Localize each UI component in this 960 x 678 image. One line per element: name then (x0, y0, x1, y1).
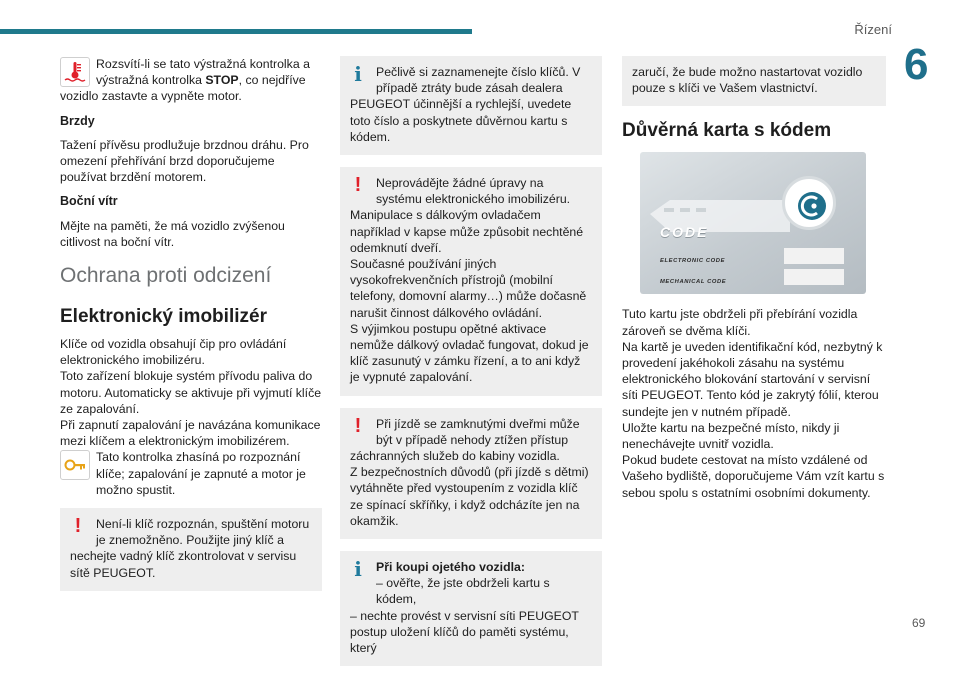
used-vehicle-continued-text: zaručí, že bude možno nastartovat vozidlo pouze s klíči ve Vašem vlastnictví. (632, 65, 863, 96)
key-number-lead: Pečlivě si zaznamenejte číslo klíčů. V případě ztráty bude zásah dealera (376, 65, 581, 96)
used-vehicle-item-1: – ověřte, že jste obdrželi kartu s kódem, (376, 576, 550, 607)
card-electronic-code-field (784, 248, 844, 264)
code-card-illustration (640, 152, 866, 294)
no-modification-p3: S výjimkou postupu opětné aktivace nemůže dálkový ovladač fungovat, dokud je klíč zasunutý v zámku řízení, a to ani když je vypnuté zapalování. (350, 321, 589, 385)
stop-warning-text-end: , co nejdříve (238, 73, 306, 88)
immobilizer-heading: Elektronický imobilizér (60, 306, 267, 328)
remote-key-icon (790, 184, 834, 228)
used-vehicle-lead: Při koupi ojetého vozidla: (376, 560, 525, 575)
locked-doors-lead: Při jízdě se zamknutými dveřmi může být v případě nehody ztížen přístup (376, 416, 580, 447)
stop-warning-paragraph (60, 56, 322, 105)
no-modification-p2: Současné používání jiných vysokofrekvenčních přístrojů (mobilní telefony, domovní alarmy…) může dočasně narušit činnost dálkového ovládání. (350, 257, 587, 320)
key-lamp-paragraph (60, 449, 322, 498)
info-icon: i (354, 557, 362, 582)
card-code-label: CODE (660, 224, 709, 241)
stop-label: STOP (205, 73, 239, 88)
header-rule (0, 29, 472, 34)
page-number: 69 (912, 616, 926, 630)
stop-warning-text: výstražná kontrolka (96, 73, 206, 88)
no-modification-lead: Neprovádějte žádné úpravy na systému elektronického imobilizéru. (376, 176, 571, 207)
used-vehicle-continued-box (622, 56, 886, 106)
column-3 (622, 56, 886, 501)
used-vehicle-item-2: – nechte provést v servisní síti PEUGEOT postup uložení klíčů do paměti systému, který (350, 608, 579, 656)
theft-protection-heading: Ochrana proti odcizení (60, 264, 272, 288)
crosswind-text: Mějte na paměti, že má vozidlo zvýšenou citlivost na boční vítr. (60, 218, 285, 249)
warning-icon: ! (354, 174, 362, 197)
unrecognized-key-rest: nechejte vadný klíč zkontrolovat v servisu sítě PEUGEOT. (70, 549, 297, 580)
unrecognized-key-lead: Není-li klíč rozpoznán, spuštění motoru je znemožněno. Použijte jiný klíč a (96, 517, 310, 548)
card-paragraph-3: Uložte kartu na bezpečné místo, nikdy ji nenechávejte uvnitř vozidla. (622, 420, 840, 452)
section-header: Řízení (854, 22, 892, 37)
no-modification-p1: Manipulace s dálkovým ovladačem například v kapse může způsobit nechtěné odemknutí dveří. (350, 208, 584, 255)
key-number-info-box (340, 56, 602, 155)
no-modification-warning-box (340, 167, 602, 396)
column-2 (340, 56, 602, 678)
warning-icon: ! (74, 515, 82, 538)
locked-doors-warning-box (340, 408, 602, 539)
key-lamp-text: Tato kontrolka zhasíná po rozpoznání klíče; zapalování je zapnuté a motor je možno spustit. (96, 450, 306, 497)
used-vehicle-info-box (340, 551, 602, 666)
immobilizer-paragraph-1: Klíče od vozidla obsahují čip pro ovládání elektronického imobilizéru. (60, 337, 287, 368)
stop-warning-line-2 (96, 72, 322, 88)
key-number-rest: PEUGEOT účinnější a rychlejší, uvedete toto číslo a poskytnete důvěrnou kartu s kódem. (350, 97, 572, 144)
card-electronic-code-label: ELECTRONIC CODE (660, 258, 726, 265)
code-card-heading: Důvěrná karta s kódem (622, 120, 832, 142)
info-icon: i (354, 62, 362, 86)
card-paragraph-4: Pokud budete cestovat na místo vzdálené od Vašeho bydliště, doporučujeme Vám vzít kartu s sebou spolu s ostatními osobními dokumenty. (622, 453, 885, 500)
key-warning-icon (60, 450, 90, 480)
locked-doors-rest: záchranných služeb do kabiny vozidla. (350, 449, 560, 464)
immobilizer-paragraph-2: Toto zařízení blokuje systém přívodu paliva do motoru. Automaticky se aktivuje při vyjmutí klíče ze zapalování. (60, 369, 322, 416)
temperature-warning-icon (60, 57, 90, 87)
column-1 (60, 56, 322, 603)
unrecognized-key-warning-box (60, 508, 322, 591)
warning-icon: ! (354, 414, 362, 437)
stop-warning-line-1: Rozsvítí-li se tato výstražná kontrolka a (96, 57, 310, 71)
brakes-text: Tažení přívěsu prodlužuje brzdnou dráhu. Pro omezení přehřívání brzd doporučujeme používat brzdění motorem. (60, 137, 309, 185)
immobilizer-paragraph-3: Při zapnutí zapalování je navázána komunikace mezi klíčem a elektronickým imobilizérem. (60, 418, 321, 449)
stop-warning-line-3: vozidlo zastavte a vypněte motor. (60, 89, 242, 104)
chapter-number: 6 (904, 40, 929, 89)
card-mechanical-code-field (784, 269, 844, 285)
card-paragraph-1: Tuto kartu jste obdrželi při přebírání vozidla zároveň se dvěma klíči. (622, 307, 858, 338)
card-paragraph-2: Na kartě je uveden identifikační kód, nezbytný k provedení jakéhokoli zásahu na systému elektronického blokování startování v servisní síti PEUGEOT. Tento kód je zakrytý fólií, kterou sundejte jen v nutném případě. (622, 339, 883, 419)
brakes-heading: Brzdy (60, 113, 95, 128)
card-mechanical-code-label: MECHANICAL CODE (660, 279, 727, 286)
locked-doors-p2: Z bezpečnostních důvodů (při jízdě s dětmi) vytáhněte před vystoupením z vozidla klíč ze spínací skříňky, i když odcházíte jen na okamžik. (350, 465, 589, 528)
crosswind-heading: Boční vítr (60, 194, 118, 209)
